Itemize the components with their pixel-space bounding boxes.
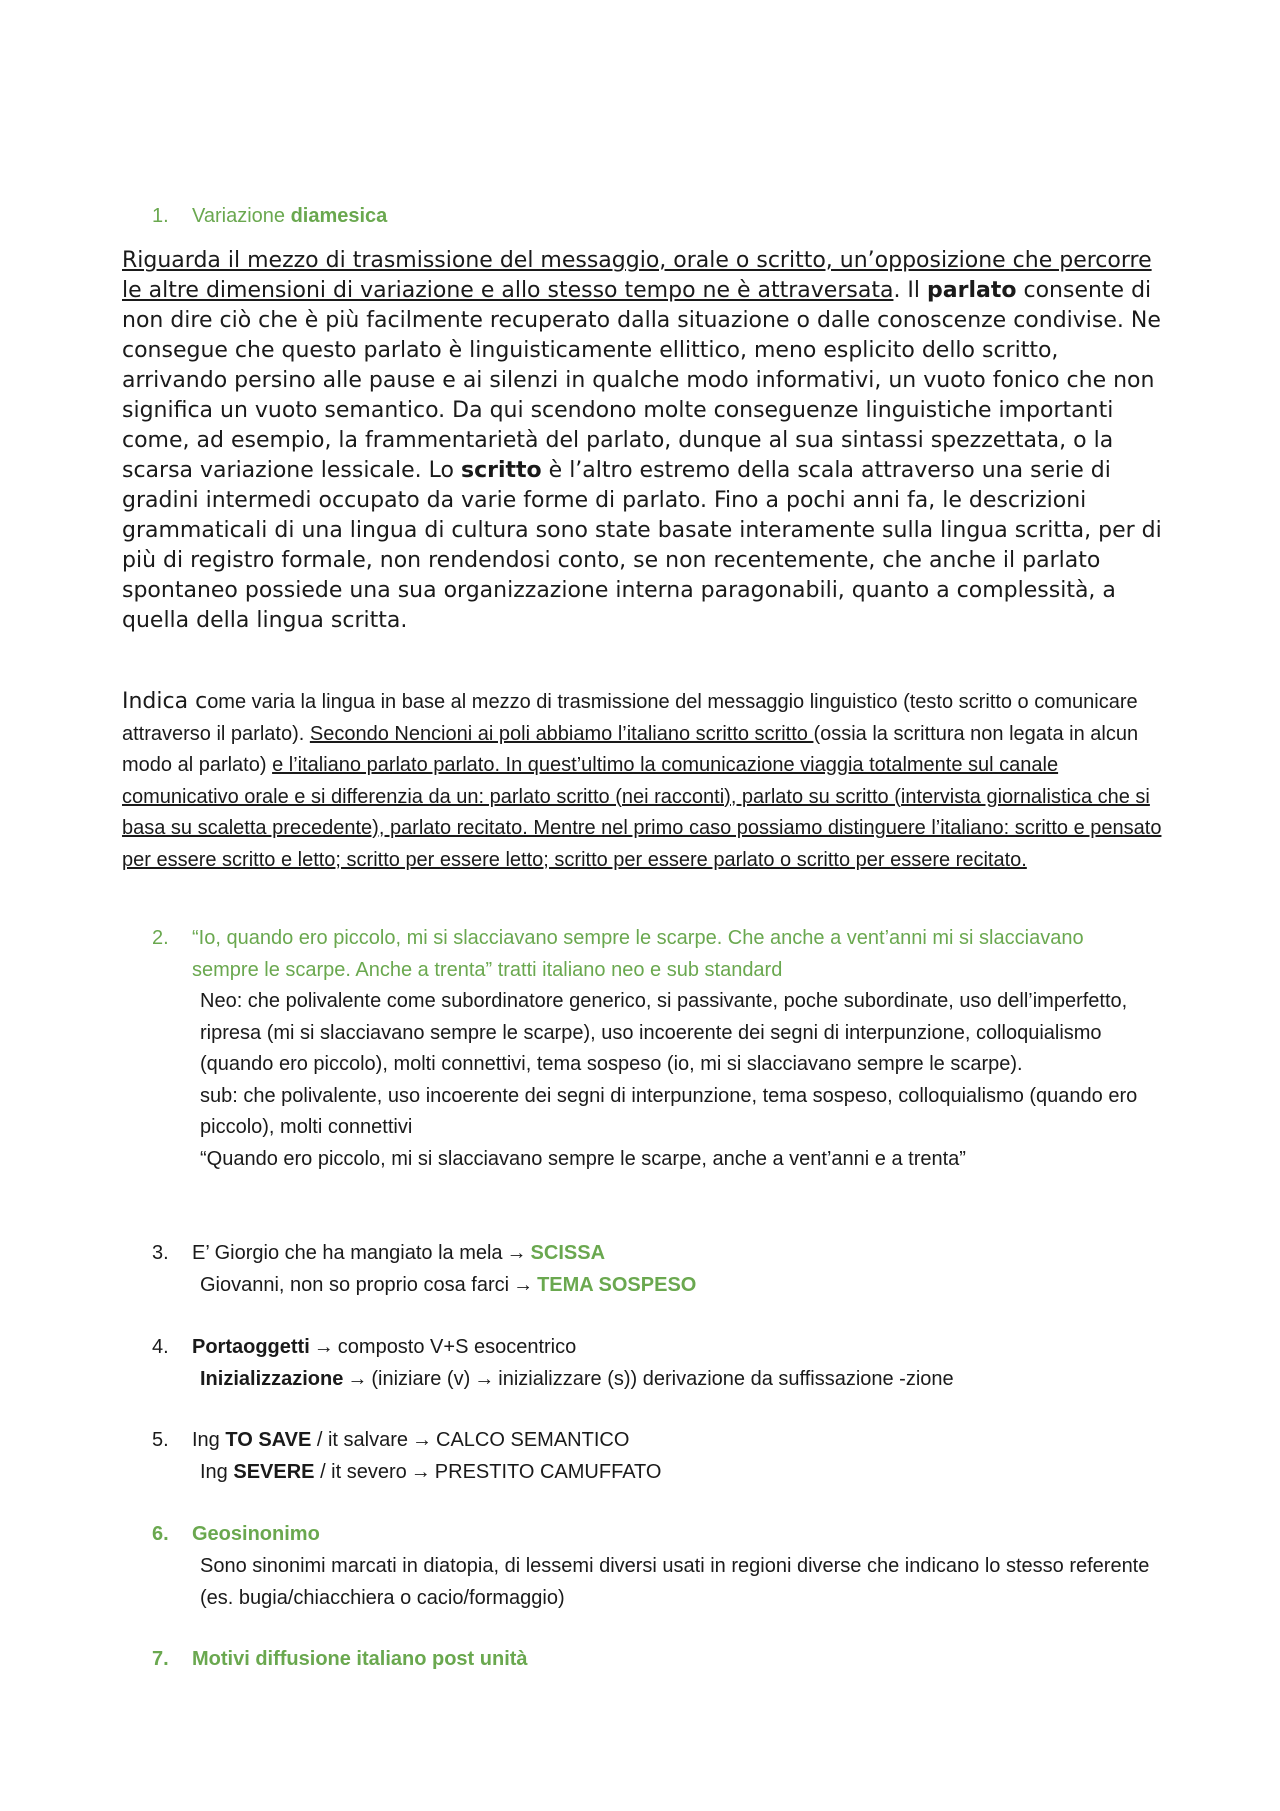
section-5-line-2 — [200, 1457, 1160, 1489]
section-4-number: 4. — [152, 1336, 169, 1358]
para1-underlined: Riguarda il mezzo di trasmissione del messaggio, orale o scritto, un’opposizione che percorre le altre dimensioni di variazione e allo stesso tempo ne è attraversata — [122, 248, 1152, 303]
arrow-icon: → — [412, 1429, 433, 1451]
para2-text-2: (ossia la scrittura non legata in alcun modo al parlato) — [122, 722, 1139, 776]
para2-underlined-2: e l’italiano parlato parlato. In quest’ultimo la comunicazione viaggia totalmente sul canale comunicativo orale e si differenzia da un: parlato scritto (nei racconti), parlato su scritto (intervista giornalistica che si basa su scaletta precedente), parlato recitato. Mentre nel primo caso possiamo distinguere l’italiano: scritto e pensato per essere scritto e letto; scritto per essere letto; scritto per essere parlato o scritto per essere recitato. — [122, 754, 1162, 871]
arrow-icon: → — [410, 1461, 431, 1483]
section-5-line2-post: / it severo — [314, 1461, 407, 1483]
section-2-number: 2. — [152, 927, 169, 949]
para1-bold-scritto: scritto — [460, 458, 542, 483]
section-3-line2-answer: TEMA SOSPESO — [537, 1274, 697, 1296]
section-5-line1-bold: TO SAVE — [225, 1429, 312, 1451]
para2-text-1: ome varia la lingua in base al mezzo di trasmissione del messaggio linguistico (testo scritto o comunicare attraverso il parlato). — [122, 691, 1138, 745]
para1-bold-parlato: parlato — [927, 278, 1017, 303]
section-1-paragraph-2 — [122, 686, 1172, 876]
section-6-title: Geosinonimo — [192, 1523, 320, 1545]
section-7-number: 7. — [152, 1648, 169, 1670]
arrow-icon: → — [474, 1368, 495, 1390]
section-2-quote: “Quando ero piccolo, mi si slacciavano sempre le scarpe, anche a vent’anni e a trenta” — [200, 1147, 966, 1170]
section-2-neo: Neo: che polivalente come subordinatore generico, si passivante, poche subordinate, uso dell’imperfetto, ripresa (mi si slacciavano sempre le scarpe), uso incoerente dei segni di interpunzione, colloquialismo (quando ero piccolo), molti connettivi, tema sospeso (io, mi si slacciavano sempre le scarpe). — [200, 990, 1128, 1075]
arrow-icon: → — [347, 1368, 368, 1390]
section-6-text: Sono sinonimi marcati in diatopia, di lessemi diversi usati in regioni diverse che indicano lo stesso referente (es. bugia/chiacchiera o cacio/formaggio) — [200, 1555, 1150, 1609]
section-1-title-bold: diamesica — [290, 205, 388, 227]
section-5-number: 5. — [152, 1429, 169, 1451]
section-5-line2-answer: PRESTITO CAMUFFATO — [434, 1461, 662, 1483]
section-6-body — [200, 1551, 1160, 1614]
section-3-line1-text: E’ Giorgio che ha mangiato la mela — [192, 1242, 503, 1264]
section-7-title: Motivi diffusione italiano post unità — [192, 1648, 528, 1670]
section-5-line2-pre: Ing — [200, 1461, 234, 1483]
section-1-number: 1. — [152, 205, 169, 227]
section-4-line2-bold: Inizializzazione — [200, 1368, 344, 1390]
section-5-line1-answer: CALCO SEMANTICO — [436, 1429, 630, 1451]
arrow-icon: → — [313, 1336, 334, 1358]
arrow-icon: → — [506, 1242, 527, 1264]
section-3-number: 3. — [152, 1242, 169, 1264]
section-5-line2-bold: SEVERE — [233, 1461, 315, 1483]
section-1-title-plain: Variazione — [192, 205, 291, 227]
arrow-icon: → — [513, 1274, 534, 1296]
section-2-sub: sub: che polivalente, uso incoerente dei segni di interpunzione, tema sospeso, colloquialismo (quando ero piccolo), molti connettivi — [200, 1084, 1138, 1138]
section-2-title: “Io, quando ero piccolo, mi si slacciavano sempre le scarpe. Che anche a vent’anni mi si slacciavano sempre le scarpe. Anche a trenta” tratti italiano neo e sub standard — [192, 927, 1084, 981]
section-1-paragraph-1 — [122, 246, 1162, 636]
section-3-line1-answer: SCISSA — [530, 1242, 606, 1264]
section-3-line-2 — [200, 1270, 1160, 1302]
para1-text-2: consente di non dire ciò che è più facilmente recuperato dalla situazione o dalle conoscenze condivise. Ne consegue che questo parlato è linguisticamente ellittico, meno esplicito dello scritto, arrivando persino alle pause e ai silenzi in qualche modo informativi, un vuoto fonico che non significa un vuoto semantico. Da qui scendono molte conseguenze linguistiche importanti come, ad esempio, la frammentarietà del parlato, dunque al sua sintassi spezzettata, o la scarsa variazione lessicale. Lo — [122, 278, 1161, 483]
para2-underlined-1: Secondo Nencioni ai poli abbiamo l’italiano scritto scritto — [309, 722, 814, 745]
section-5-line1-pre: Ing — [192, 1429, 226, 1451]
section-4-line1-text: composto V+S esocentrico — [337, 1336, 577, 1358]
section-4-line-2 — [200, 1364, 1160, 1396]
section-3-line2-text: Giovanni, non so proprio cosa farci — [200, 1274, 510, 1296]
section-2-body — [200, 986, 1160, 1175]
section-4-line1-bold: Portaoggetti — [192, 1336, 310, 1358]
section-5-line1-post: / it salvare — [311, 1429, 409, 1451]
section-4-line2-b: inizializzare (s)) derivazione da suffissazione -zione — [498, 1368, 954, 1390]
para2-lead: Indica c — [122, 689, 208, 714]
section-4-line2-a: (iniziare (v) — [371, 1368, 471, 1390]
section-6-number: 6. — [152, 1523, 169, 1545]
para1-text-1: . Il — [893, 278, 928, 303]
para1-text-3: è l’altro estremo della scala attraverso una serie di gradini intermedi occupato da varie forme di parlato. Fino a pochi anni fa, le descrizioni grammaticali di una lingua di cultura sono state basate interamente sulla lingua scritta, per di più di registro formale, non rendendosi conto, se non recentemente, che anche il parlato spontaneo possiede una sua organizzazione interna paragonabili, quanto a complessità, a quella della lingua scritta. — [122, 458, 1162, 633]
